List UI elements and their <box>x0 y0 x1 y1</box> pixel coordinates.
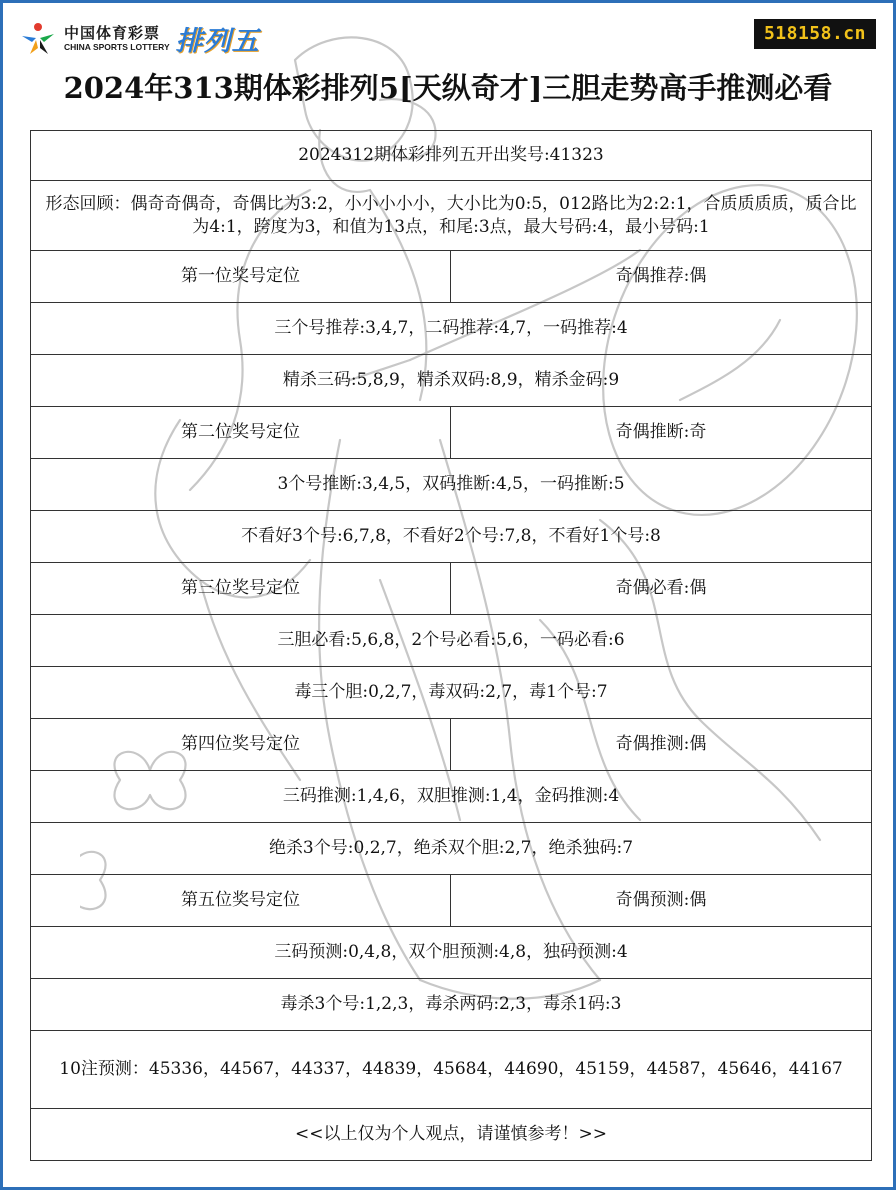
pick-row <box>31 927 872 979</box>
lottery-logo <box>18 18 260 58</box>
prediction-table <box>30 130 872 1161</box>
kill-row <box>31 511 872 563</box>
kill-row <box>31 823 872 875</box>
number-kills: 毒三个胆:0,2,7，毒双码:2,7，毒1个号:7 <box>31 667 872 719</box>
kill-row <box>31 355 872 407</box>
position-label: 第二位奖号定位 <box>31 407 451 459</box>
draw-result-row <box>31 131 872 181</box>
site-domain-badge[interactable]: 518158.cn <box>754 19 876 49</box>
sports-lottery-logo-icon <box>18 18 58 58</box>
position-label: 第五位奖号定位 <box>31 875 451 927</box>
ten-bets-row <box>31 1031 872 1109</box>
pattern-review: 形态回顾：偶奇奇偶奇，奇偶比为3:2，小小小小小，大小比为0:5，012路比为2:2:1，合质质质质，质合比为4:1，跨度为3，和值为13点，和尾:3点，最大号码:4，最小号码:1 <box>31 181 872 251</box>
parity-pick: 奇偶必看:偶 <box>451 563 872 615</box>
parity-pick: 奇偶推断:奇 <box>451 407 872 459</box>
position-header-row <box>31 251 872 303</box>
number-kills: 绝杀3个号:0,2,7，绝杀双个胆:2,7，绝杀独码:7 <box>31 823 872 875</box>
parity-pick: 奇偶推测:偶 <box>451 719 872 771</box>
number-kills: 精杀三码:5,8,9，精杀双码:8,9，精杀金码:9 <box>31 355 872 407</box>
parity-pick: 奇偶推荐:偶 <box>451 251 872 303</box>
pick-row <box>31 459 872 511</box>
parity-pick: 奇偶预测:偶 <box>451 875 872 927</box>
pick-row <box>31 615 872 667</box>
draw-result: 2024312期体彩排列五开出奖号:41323 <box>31 131 872 181</box>
position-header-row <box>31 875 872 927</box>
ten-bet-predictions: 10注预测：45336，44567，44337，44839，45684，44690，45159，44587，45646，44167 <box>31 1031 872 1109</box>
pick-row <box>31 303 872 355</box>
pick-row <box>31 771 872 823</box>
position-header-row <box>31 407 872 459</box>
logo-english-name: CHINA SPORTS LOTTERY <box>64 41 170 52</box>
review-row <box>31 181 872 251</box>
number-kills: 不看好3个号:6,7,8，不看好2个号:7,8，不看好1个号:8 <box>31 511 872 563</box>
disclaimer-row <box>31 1109 872 1161</box>
logo-text <box>64 24 170 53</box>
kill-row <box>31 979 872 1031</box>
number-picks: 三码推测:1,4,6，双胆推测:1,4，金码推测:4 <box>31 771 872 823</box>
position-header-row <box>31 563 872 615</box>
kill-row <box>31 667 872 719</box>
number-kills: 毒杀3个号:1,2,3，毒杀两码:2,3，毒杀1码:3 <box>31 979 872 1031</box>
number-picks: 三码预测:0,4,8，双个胆预测:4,8，独码预测:4 <box>31 927 872 979</box>
number-picks: 三胆必看:5,6,8，2个号必看:5,6，一码必看:6 <box>31 615 872 667</box>
position-header-row <box>31 719 872 771</box>
number-picks: 三个号推荐:3,4,7，二码推荐:4,7，一码推荐:4 <box>31 303 872 355</box>
number-picks: 3个号推断:3,4,5，双码推断:4,5，一码推断:5 <box>31 459 872 511</box>
position-label: 第一位奖号定位 <box>31 251 451 303</box>
disclaimer: <<以上仅为个人观点，请谨慎参考！>> <box>31 1109 872 1161</box>
game-brand-name: 排列五 <box>175 25 260 57</box>
position-label: 第三位奖号定位 <box>31 563 451 615</box>
logo-chinese-name: 中国体育彩票 <box>64 23 161 42</box>
page-title: 2024年313期体彩排列5[天纵奇才]三胆走势高手推测必看 <box>63 71 833 105</box>
position-label: 第四位奖号定位 <box>31 719 451 771</box>
header <box>0 0 896 130</box>
